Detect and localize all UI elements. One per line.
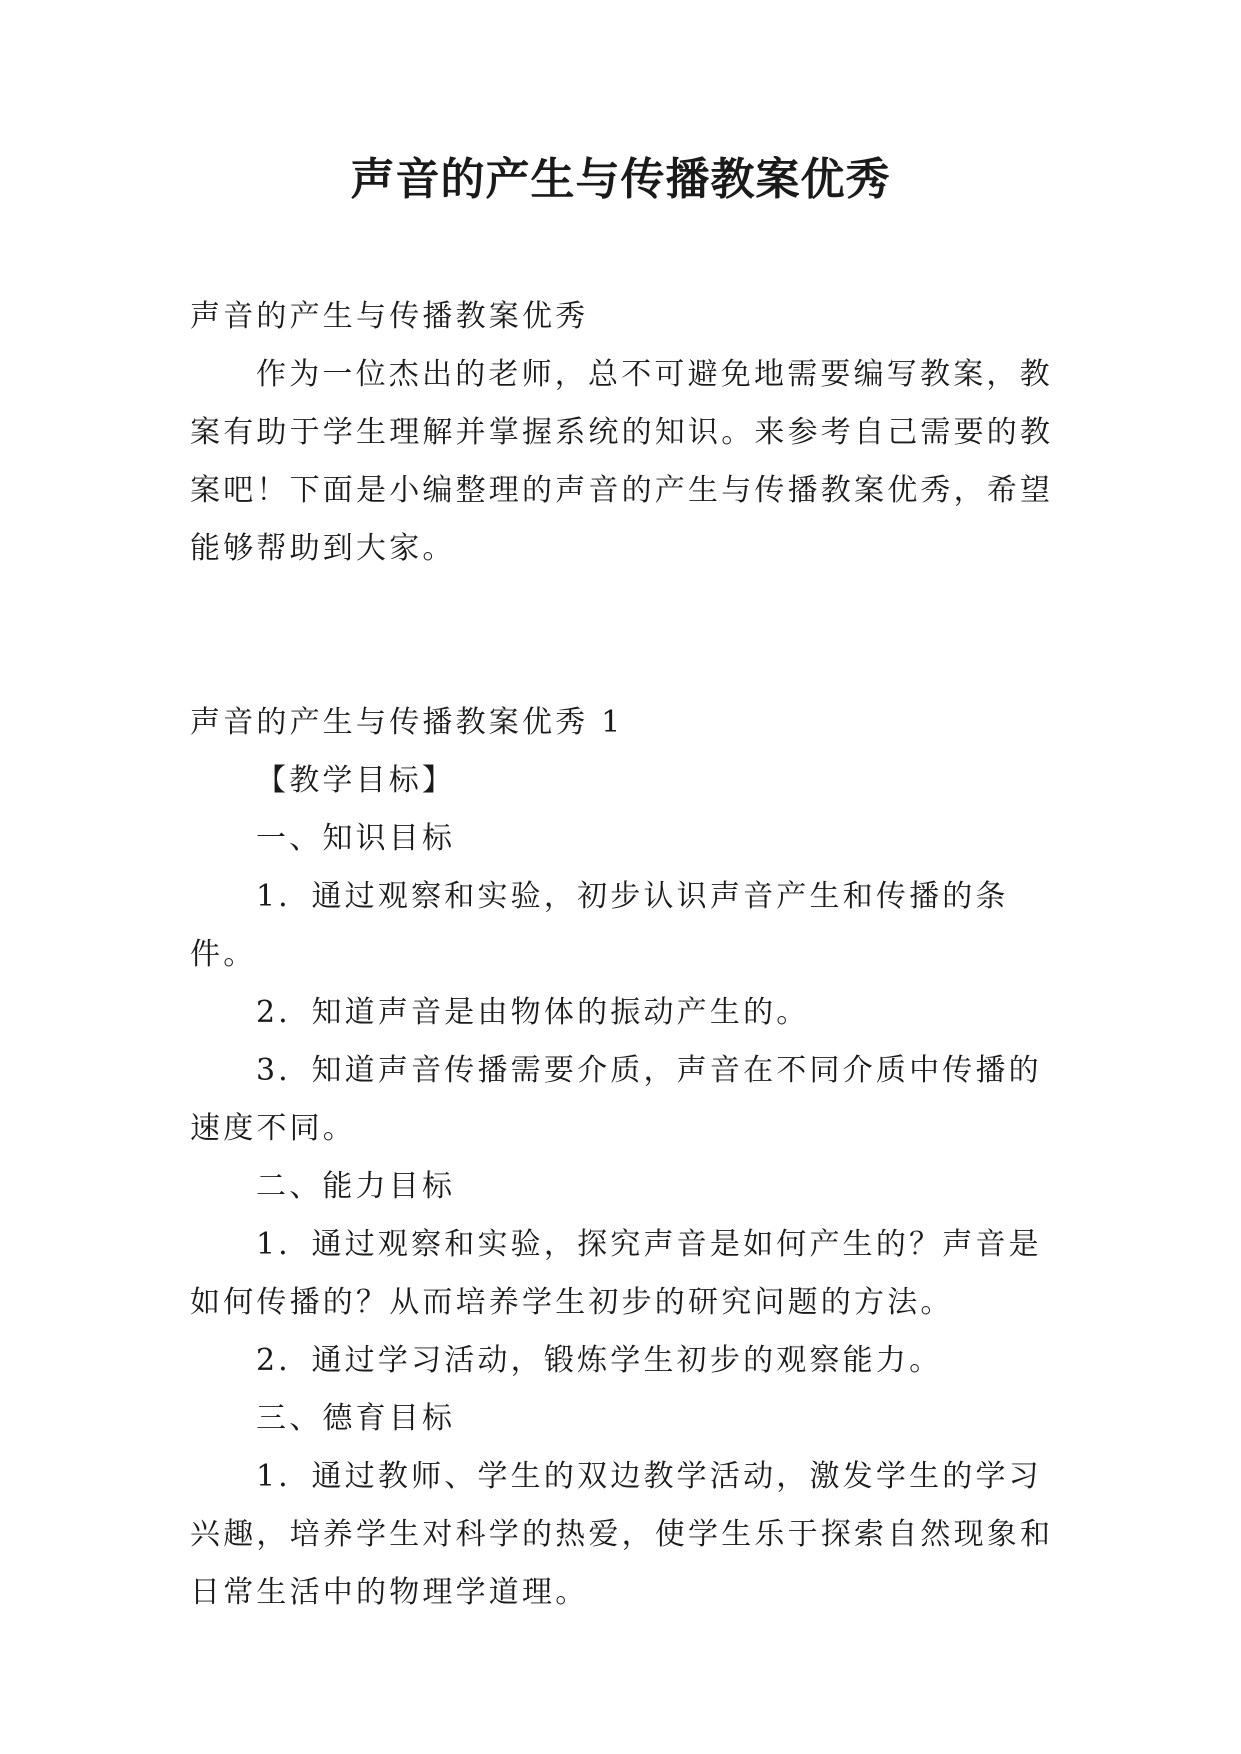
document-title: 声音的产生与传播教案优秀 bbox=[350, 154, 891, 205]
knowledge-goal-item: 2．知道声音是由物体的振动产生的。 bbox=[256, 995, 810, 1030]
ability-goal-item: 1．通过观察和实验，探究声音是如何产生的？声音是如何传播的？从而培养学生初步的研究问题的方法。 bbox=[190, 1227, 1042, 1320]
ability-goal-item: 2．通过学习活动，锻炼学生初步的观察能力。 bbox=[256, 1343, 943, 1378]
intro-subtitle: 声音的产生与传播教案优秀 bbox=[190, 299, 589, 334]
knowledge-goal-item: 3．知道声音传播需要介质，声音在不同介质中传播的速度不同。 bbox=[190, 1053, 1042, 1146]
goals-heading: 【教学目标】 bbox=[256, 763, 456, 798]
moral-goal-item: 1．通过教师、学生的双边教学活动，激发学生的学习兴趣，培养学生对科学的热爱，使学生乐于探索自然现象和日常生活中的物理学道理。 bbox=[190, 1459, 1054, 1610]
ability-goals-heading: 二、能力目标 bbox=[256, 1169, 456, 1204]
knowledge-goal-item: 1．通过观察和实验，初步认识声音产生和传播的条件。 bbox=[190, 879, 1009, 972]
document-body bbox=[190, 288, 1070, 1622]
moral-goals-heading: 三、德育目标 bbox=[256, 1401, 456, 1436]
intro-paragraph: 作为一位杰出的老师，总不可避免地需要编写教案，教案有助于学生理解并掌握系统的知识。来参考自己需要的教案吧！下面是小编整理的声音的产生与传播教案优秀，希望能够帮助到大家。 bbox=[190, 357, 1054, 566]
section-gap bbox=[190, 578, 1070, 694]
knowledge-goals-heading: 一、知识目标 bbox=[256, 821, 456, 856]
section-heading: 声音的产生与传播教案优秀 1 bbox=[190, 705, 624, 740]
